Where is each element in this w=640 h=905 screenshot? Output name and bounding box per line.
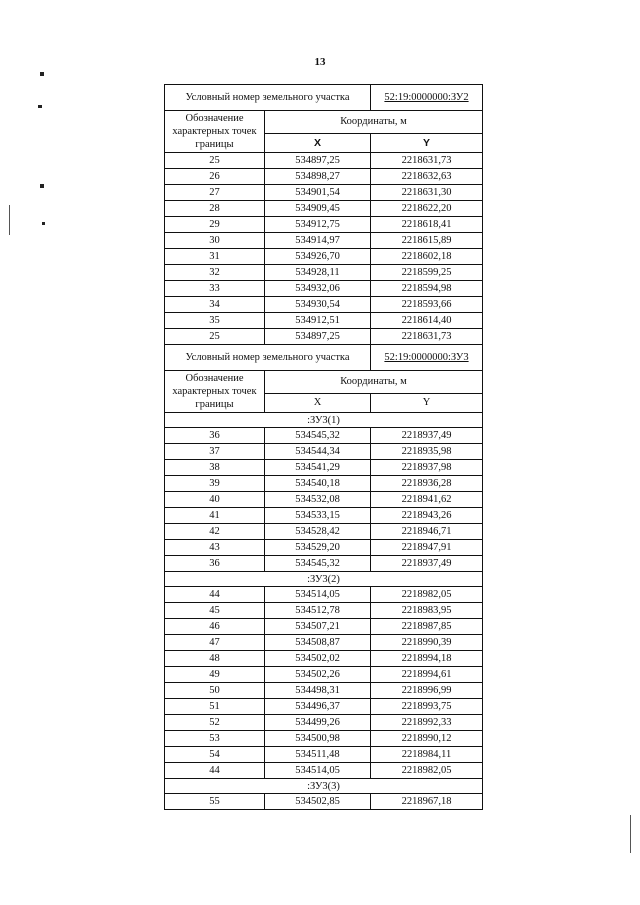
table-row <box>165 715 483 731</box>
table-row <box>165 476 483 492</box>
y-coordinate-cell: 2218983,95 <box>371 603 483 619</box>
parcel-label: Условный номер земельного участка <box>165 345 371 371</box>
x-axis-header: X <box>265 134 371 153</box>
x-coordinate-cell: 534533,15 <box>265 508 371 524</box>
coordinates-table-container <box>164 84 482 810</box>
x-coordinate-cell: 534528,42 <box>265 524 371 540</box>
coordinates-header: Координаты, м <box>265 371 483 394</box>
y-coordinate-cell: 2218967,18 <box>371 794 483 810</box>
point-id-cell: 42 <box>165 524 265 540</box>
column-header-row <box>165 371 483 394</box>
x-coordinate-cell: 534545,32 <box>265 556 371 572</box>
point-id-cell: 48 <box>165 651 265 667</box>
x-coordinate-cell: 534914,97 <box>265 233 371 249</box>
y-coordinate-cell: 2218943,26 <box>371 508 483 524</box>
point-header: Обозначение характерных точек границы <box>165 111 265 153</box>
x-coordinate-cell: 534499,26 <box>265 715 371 731</box>
y-coordinate-cell: 2218622,20 <box>371 201 483 217</box>
point-id-cell: 52 <box>165 715 265 731</box>
y-coordinate-cell: 2218936,28 <box>371 476 483 492</box>
table-row <box>165 233 483 249</box>
y-coordinate-cell: 2218994,61 <box>371 667 483 683</box>
x-coordinate-cell: 534544,34 <box>265 444 371 460</box>
table-row <box>165 428 483 444</box>
point-id-cell: 25 <box>165 153 265 169</box>
table-row <box>165 217 483 233</box>
point-id-cell: 36 <box>165 428 265 444</box>
table-row <box>165 619 483 635</box>
point-id-cell: 36 <box>165 556 265 572</box>
y-coordinate-cell: 2218996,99 <box>371 683 483 699</box>
x-coordinate-cell: 534502,85 <box>265 794 371 810</box>
x-coordinate-cell: 534932,06 <box>265 281 371 297</box>
table-row <box>165 747 483 763</box>
y-coordinate-cell: 2218941,62 <box>371 492 483 508</box>
x-coordinate-cell: 534502,26 <box>265 667 371 683</box>
point-id-cell: 53 <box>165 731 265 747</box>
point-id-cell: 32 <box>165 265 265 281</box>
table-row <box>165 731 483 747</box>
y-coordinate-cell: 2218947,91 <box>371 540 483 556</box>
point-id-cell: 43 <box>165 540 265 556</box>
table-row <box>165 699 483 715</box>
parcel-label: Условный номер земельного участка <box>165 85 371 111</box>
y-coordinate-cell: 2218984,11 <box>371 747 483 763</box>
x-coordinate-cell: 534912,75 <box>265 217 371 233</box>
y-coordinate-cell: 2218614,40 <box>371 313 483 329</box>
point-id-cell: 50 <box>165 683 265 699</box>
point-id-cell: 34 <box>165 297 265 313</box>
table-row <box>165 667 483 683</box>
x-coordinate-cell: 534541,29 <box>265 460 371 476</box>
y-coordinate-cell: 2218937,49 <box>371 556 483 572</box>
point-id-cell: 45 <box>165 603 265 619</box>
y-coordinate-cell: 2218593,66 <box>371 297 483 313</box>
x-coordinate-cell: 534512,78 <box>265 603 371 619</box>
x-coordinate-cell: 534912,51 <box>265 313 371 329</box>
y-coordinate-cell: 2218946,71 <box>371 524 483 540</box>
y-axis-header: Y <box>371 134 483 153</box>
y-coordinate-cell: 2218990,39 <box>371 635 483 651</box>
y-coordinate-cell: 2218990,12 <box>371 731 483 747</box>
x-coordinate-cell: 534508,87 <box>265 635 371 651</box>
x-coordinate-cell: 534514,05 <box>265 763 371 779</box>
x-coordinate-cell: 534545,32 <box>265 428 371 444</box>
table-row <box>165 763 483 779</box>
point-id-cell: 44 <box>165 763 265 779</box>
point-id-cell: 54 <box>165 747 265 763</box>
point-id-cell: 31 <box>165 249 265 265</box>
x-coordinate-cell: 534496,37 <box>265 699 371 715</box>
x-axis-header: X <box>265 394 371 413</box>
x-coordinate-cell: 534926,70 <box>265 249 371 265</box>
parcel-number: 52:19:0000000:ЗУ2 <box>371 85 483 111</box>
table-row <box>165 281 483 297</box>
table-row <box>165 556 483 572</box>
point-id-cell: 49 <box>165 667 265 683</box>
parcel-number: 52:19:0000000:ЗУ3 <box>371 345 483 371</box>
point-id-cell: 55 <box>165 794 265 810</box>
table-row <box>165 635 483 651</box>
y-coordinate-cell: 2218937,98 <box>371 460 483 476</box>
point-id-cell: 44 <box>165 587 265 603</box>
table-row <box>165 201 483 217</box>
x-coordinate-cell: 534909,45 <box>265 201 371 217</box>
point-id-cell: 46 <box>165 619 265 635</box>
table-row <box>165 313 483 329</box>
table-row <box>165 651 483 667</box>
y-coordinate-cell: 2218631,30 <box>371 185 483 201</box>
x-coordinate-cell: 534500,98 <box>265 731 371 747</box>
y-coordinate-cell: 2218631,73 <box>371 153 483 169</box>
coordinates-table-body <box>165 85 483 810</box>
x-coordinate-cell: 534897,25 <box>265 153 371 169</box>
section-title: :ЗУ3(2) <box>165 572 483 587</box>
section-header-row <box>165 572 483 587</box>
y-coordinate-cell: 2218992,33 <box>371 715 483 731</box>
y-coordinate-cell: 2218632,63 <box>371 169 483 185</box>
y-axis-header: Y <box>371 394 483 413</box>
x-coordinate-cell: 534928,11 <box>265 265 371 281</box>
point-id-cell: 35 <box>165 313 265 329</box>
table-row <box>165 265 483 281</box>
x-coordinate-cell: 534502,02 <box>265 651 371 667</box>
point-id-cell: 29 <box>165 217 265 233</box>
point-id-cell: 28 <box>165 201 265 217</box>
x-coordinate-cell: 534507,21 <box>265 619 371 635</box>
y-coordinate-cell: 2218937,49 <box>371 428 483 444</box>
y-coordinate-cell: 2218993,75 <box>371 699 483 715</box>
x-coordinate-cell: 534898,27 <box>265 169 371 185</box>
x-coordinate-cell: 534897,25 <box>265 329 371 345</box>
scan-line <box>630 815 631 853</box>
y-coordinate-cell: 2218599,25 <box>371 265 483 281</box>
table-row <box>165 249 483 265</box>
y-coordinate-cell: 2218987,85 <box>371 619 483 635</box>
point-id-cell: 38 <box>165 460 265 476</box>
parcel-header-row <box>165 85 483 111</box>
page-number: 13 <box>314 56 326 68</box>
point-id-cell: 30 <box>165 233 265 249</box>
table-row <box>165 185 483 201</box>
table-row <box>165 540 483 556</box>
table-row <box>165 297 483 313</box>
y-coordinate-cell: 2218615,89 <box>371 233 483 249</box>
point-id-cell: 41 <box>165 508 265 524</box>
table-row <box>165 329 483 345</box>
x-coordinate-cell: 534498,31 <box>265 683 371 699</box>
table-row <box>165 683 483 699</box>
x-coordinate-cell: 534529,20 <box>265 540 371 556</box>
scan-dot <box>40 72 44 76</box>
section-header-row <box>165 413 483 428</box>
point-id-cell: 39 <box>165 476 265 492</box>
y-coordinate-cell: 2218594,98 <box>371 281 483 297</box>
section-title: :ЗУ3(3) <box>165 779 483 794</box>
table-row <box>165 153 483 169</box>
x-coordinate-cell: 534930,54 <box>265 297 371 313</box>
scan-line <box>9 205 10 235</box>
table-row <box>165 492 483 508</box>
table-row <box>165 508 483 524</box>
y-coordinate-cell: 2218631,73 <box>371 329 483 345</box>
point-id-cell: 40 <box>165 492 265 508</box>
table-row <box>165 794 483 810</box>
coordinates-table <box>164 84 483 810</box>
scan-dot <box>38 105 42 108</box>
point-id-cell: 26 <box>165 169 265 185</box>
coordinates-header: Координаты, м <box>265 111 483 134</box>
point-id-cell: 27 <box>165 185 265 201</box>
x-coordinate-cell: 534511,48 <box>265 747 371 763</box>
y-coordinate-cell: 2218994,18 <box>371 651 483 667</box>
point-id-cell: 33 <box>165 281 265 297</box>
table-row <box>165 460 483 476</box>
x-coordinate-cell: 534540,18 <box>265 476 371 492</box>
table-row <box>165 524 483 540</box>
x-coordinate-cell: 534901,54 <box>265 185 371 201</box>
table-row <box>165 587 483 603</box>
section-header-row <box>165 779 483 794</box>
y-coordinate-cell: 2218602,18 <box>371 249 483 265</box>
point-id-cell: 37 <box>165 444 265 460</box>
table-row <box>165 444 483 460</box>
section-title: :ЗУ3(1) <box>165 413 483 428</box>
scan-dot <box>40 184 44 188</box>
scan-dot <box>42 222 45 225</box>
parcel-header-row <box>165 345 483 371</box>
column-header-row <box>165 111 483 134</box>
y-coordinate-cell: 2218618,41 <box>371 217 483 233</box>
y-coordinate-cell: 2218982,05 <box>371 587 483 603</box>
point-header: Обозначение характерных точек границы <box>165 371 265 413</box>
x-coordinate-cell: 534532,08 <box>265 492 371 508</box>
point-id-cell: 25 <box>165 329 265 345</box>
y-coordinate-cell: 2218982,05 <box>371 763 483 779</box>
table-row <box>165 603 483 619</box>
y-coordinate-cell: 2218935,98 <box>371 444 483 460</box>
table-row <box>165 169 483 185</box>
x-coordinate-cell: 534514,05 <box>265 587 371 603</box>
point-id-cell: 51 <box>165 699 265 715</box>
point-id-cell: 47 <box>165 635 265 651</box>
